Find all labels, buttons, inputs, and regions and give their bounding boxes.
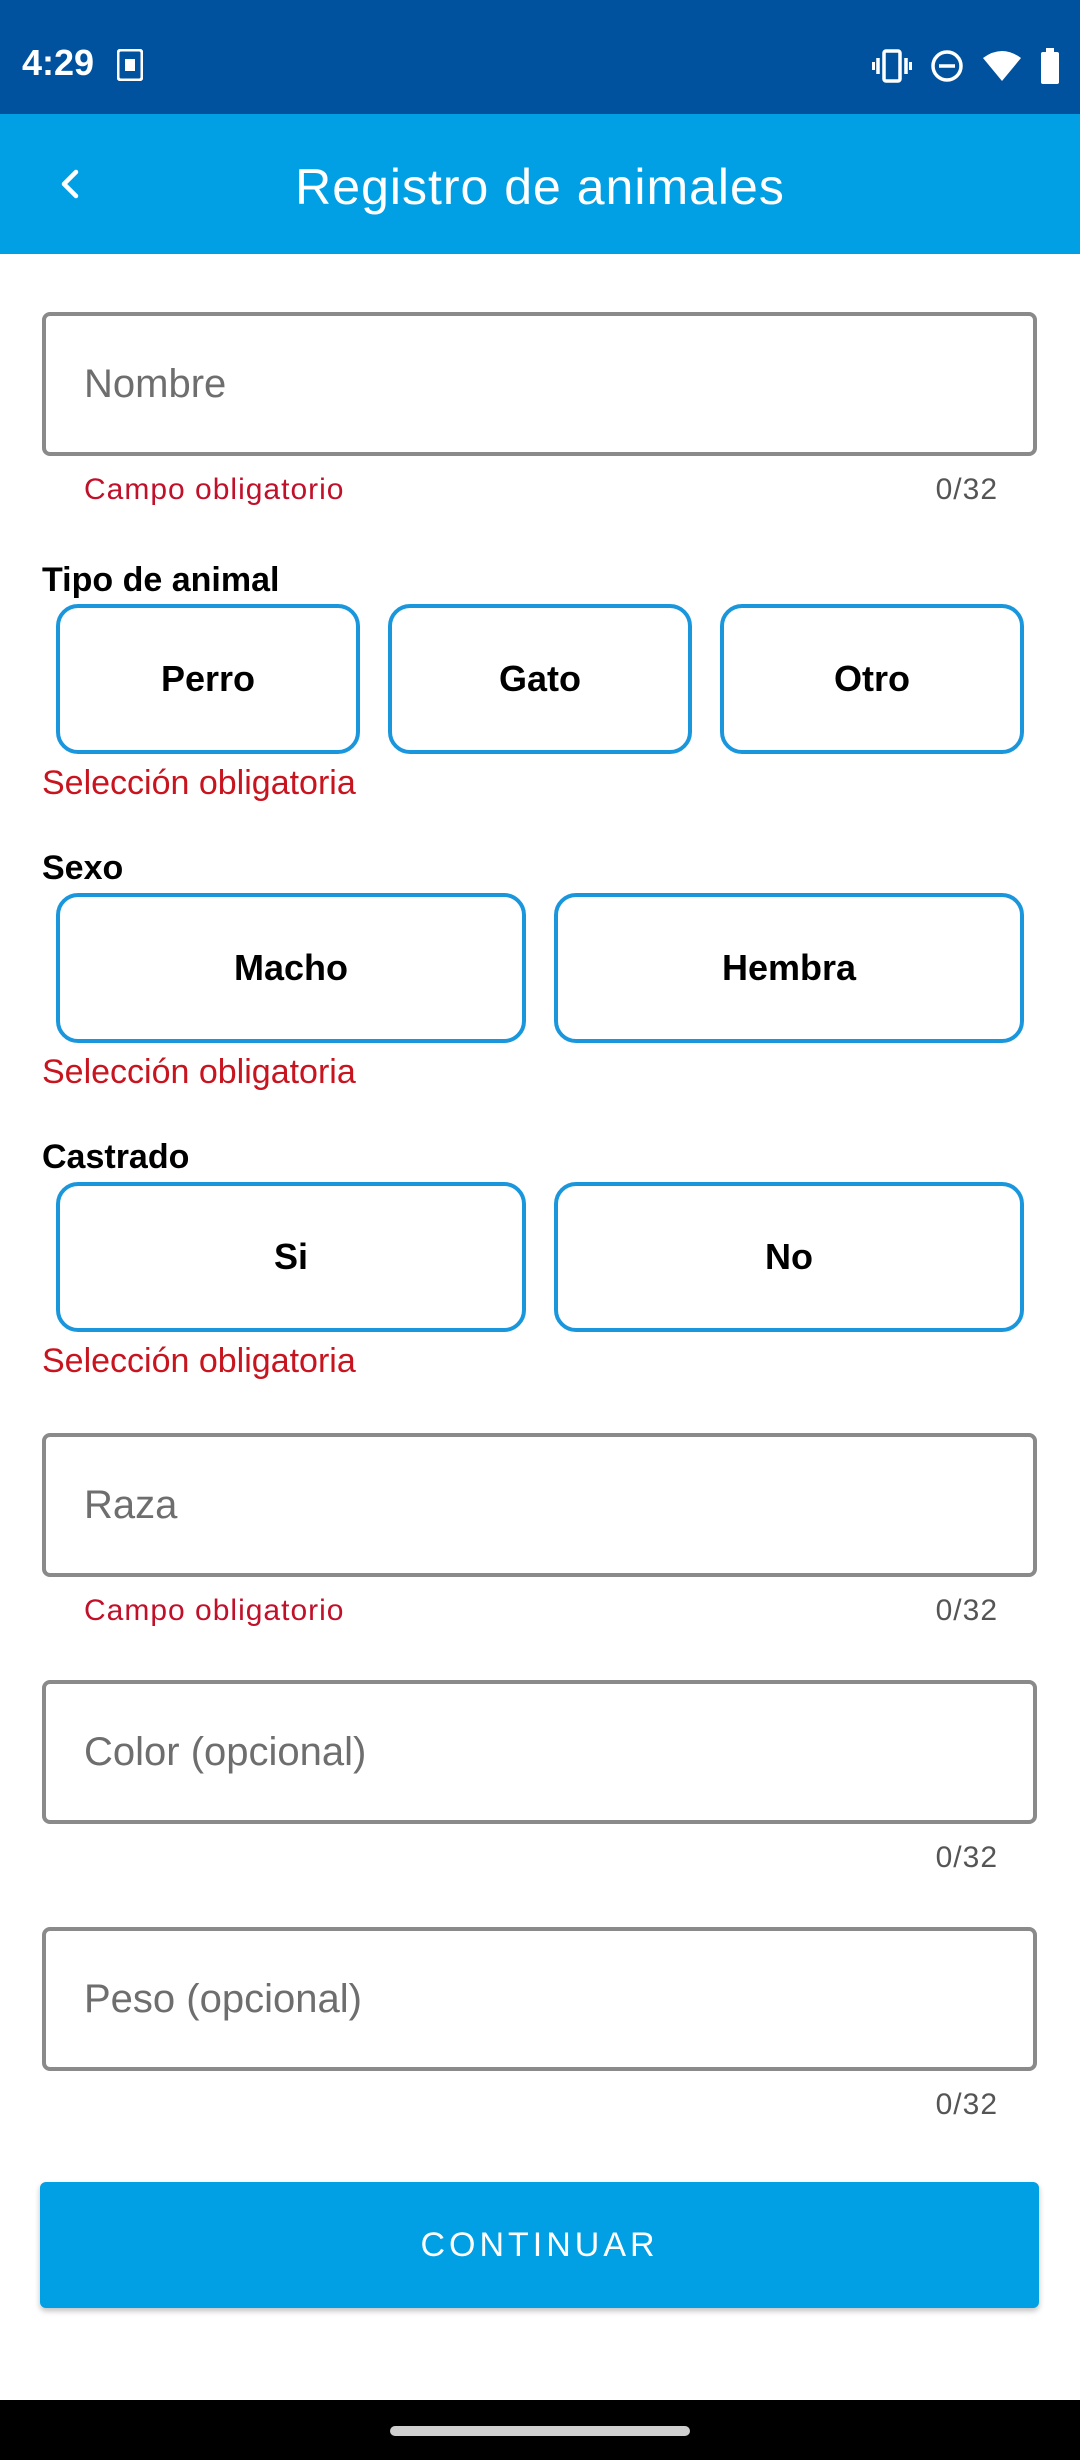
- color-input[interactable]: [46, 1684, 1033, 1820]
- tipo-animal-options: [56, 604, 1024, 754]
- sexo-options: [56, 893, 1024, 1043]
- peso-field[interactable]: [42, 1927, 1037, 2071]
- option-hembra[interactable]: Hembra: [554, 893, 1024, 1043]
- nombre-input[interactable]: [46, 316, 1033, 452]
- sim-card-icon: [117, 49, 143, 81]
- raza-input[interactable]: [46, 1437, 1033, 1573]
- status-bar: [0, 0, 1080, 114]
- nombre-field[interactable]: [42, 312, 1037, 456]
- vibrate-icon: [872, 49, 912, 83]
- castrado-error: Selección obligatoria: [42, 1342, 356, 1380]
- peso-input[interactable]: [46, 1931, 1033, 2067]
- status-time: 4:29: [22, 42, 95, 83]
- option-si[interactable]: Si: [56, 1182, 526, 1332]
- page-title: Registro de animales: [295, 159, 785, 215]
- tipo-animal-label: Tipo de animal: [42, 561, 280, 599]
- castrado-label: Castrado: [42, 1138, 190, 1176]
- nombre-counter: 0/32: [935, 473, 998, 506]
- do-not-disturb-icon: [930, 49, 964, 83]
- tipo-animal-error: Selección obligatoria: [42, 764, 356, 802]
- option-perro[interactable]: Perro: [56, 604, 360, 754]
- app-bar: [0, 114, 1080, 254]
- status-icons: [872, 46, 1060, 86]
- wifi-icon: [982, 50, 1022, 82]
- option-no[interactable]: No: [554, 1182, 1024, 1332]
- option-gato[interactable]: Gato: [388, 604, 692, 754]
- option-otro[interactable]: Otro: [720, 604, 1024, 754]
- navigation-bar: [0, 2400, 1080, 2460]
- sexo-label: Sexo: [42, 849, 124, 887]
- raza-counter: 0/32: [935, 1594, 998, 1627]
- battery-icon: [1040, 48, 1060, 84]
- raza-error: Campo obligatorio: [84, 1594, 345, 1627]
- continue-button[interactable]: CONTINUAR: [40, 2182, 1039, 2308]
- castrado-options: [56, 1182, 1024, 1332]
- color-counter: 0/32: [935, 1841, 998, 1874]
- nombre-error: Campo obligatorio: [84, 473, 345, 506]
- option-macho[interactable]: Macho: [56, 893, 526, 1043]
- raza-field[interactable]: [42, 1433, 1037, 1577]
- sexo-error: Selección obligatoria: [42, 1053, 356, 1091]
- home-gesture-handle[interactable]: [390, 2426, 690, 2436]
- color-field[interactable]: [42, 1680, 1037, 1824]
- peso-counter: 0/32: [935, 2088, 998, 2121]
